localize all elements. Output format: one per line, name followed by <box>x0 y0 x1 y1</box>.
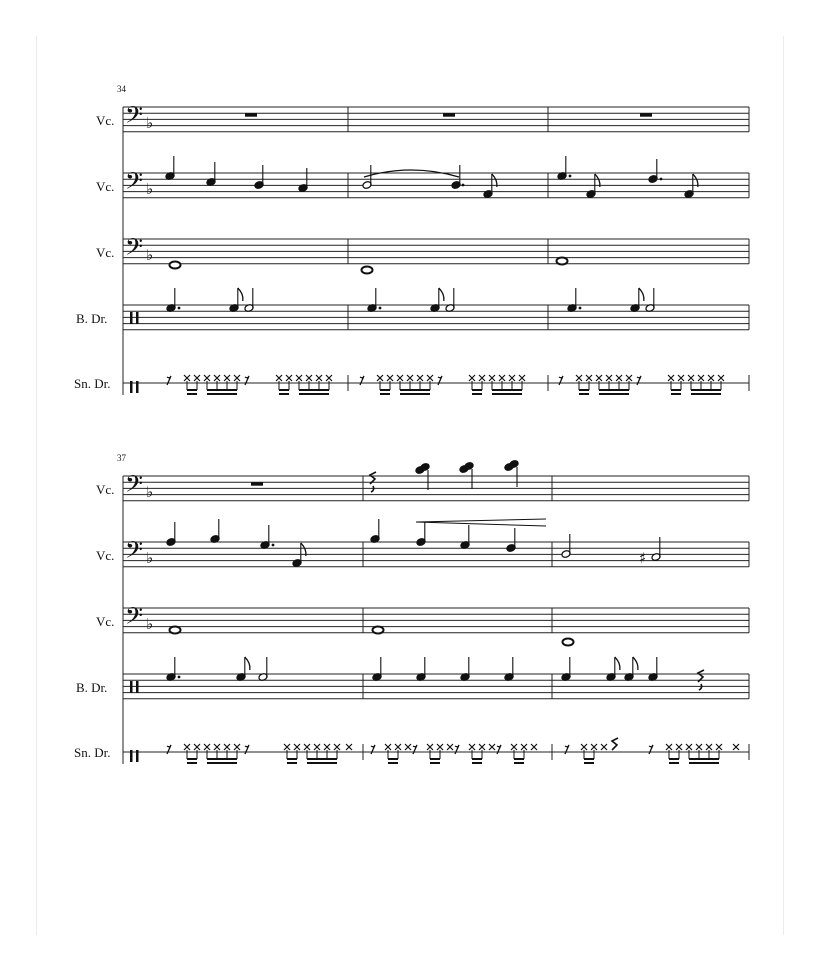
x-notehead <box>716 744 722 750</box>
instrument-label: Vc. <box>96 179 115 194</box>
x-notehead <box>377 375 383 381</box>
x-notehead <box>407 375 413 381</box>
whole-rest <box>251 482 263 486</box>
x-notehead <box>666 744 672 750</box>
percussion-clef <box>136 681 139 693</box>
x-notehead <box>688 375 694 381</box>
x-notehead <box>397 375 403 381</box>
system-1 <box>74 84 749 395</box>
x-notehead <box>586 375 592 381</box>
bass-clef: 𝄢 <box>125 602 144 635</box>
x-notehead <box>489 744 495 750</box>
x-notehead <box>214 744 220 750</box>
x-notehead <box>204 744 210 750</box>
eighth-rest <box>637 376 641 385</box>
x-notehead <box>489 375 495 381</box>
x-notehead <box>591 744 597 750</box>
instrument-label: B. Dr. <box>76 680 108 695</box>
x-notehead <box>234 375 240 381</box>
x-notehead <box>686 744 692 750</box>
percussion-clef <box>136 312 139 324</box>
x-notehead <box>706 744 712 750</box>
score-page <box>36 36 784 935</box>
x-notehead <box>204 375 210 381</box>
whole-rest <box>640 113 652 117</box>
eighth-rest <box>649 745 653 754</box>
key-signature-flat: ♭ <box>146 180 154 198</box>
augmentation-dot <box>660 178 663 181</box>
whole-note <box>170 627 181 634</box>
eighth-rest <box>438 376 442 385</box>
x-notehead <box>427 375 433 381</box>
eighth-rest <box>565 745 569 754</box>
x-notehead <box>479 375 485 381</box>
decrescendo-hairpin <box>416 519 546 526</box>
quarter-rest <box>612 738 618 750</box>
x-notehead <box>284 744 290 750</box>
x-notehead <box>346 744 352 750</box>
sheet-music <box>37 36 783 935</box>
x-notehead <box>601 744 607 750</box>
bass-clef: 𝄢 <box>125 536 144 569</box>
bass-clef: 𝄢 <box>125 470 144 503</box>
augmentation-dot <box>579 307 582 310</box>
x-notehead <box>314 744 320 750</box>
note-flag <box>439 288 444 301</box>
x-notehead <box>395 744 401 750</box>
eighth-rest <box>371 745 375 754</box>
x-notehead <box>698 375 704 381</box>
eighth-rest <box>360 376 364 385</box>
x-notehead <box>427 744 433 750</box>
bass-clef: 𝄢 <box>125 167 144 200</box>
eighth-rest <box>413 745 417 754</box>
instrument-label: Sn. Dr. <box>74 745 111 760</box>
x-notehead <box>326 375 332 381</box>
x-notehead <box>696 744 702 750</box>
whole-note <box>557 258 568 265</box>
x-notehead <box>511 744 517 750</box>
percussion-clef <box>130 312 133 324</box>
x-notehead <box>224 375 230 381</box>
x-notehead <box>316 375 322 381</box>
x-notehead <box>194 375 200 381</box>
key-signature-flat: ♭ <box>146 549 154 567</box>
percussion-clef <box>136 381 139 393</box>
note-flag <box>238 288 243 301</box>
x-notehead <box>387 375 393 381</box>
x-notehead <box>469 375 475 381</box>
percussion-clef <box>130 681 133 693</box>
x-notehead <box>286 375 292 381</box>
bass-clef: 𝄢 <box>125 233 144 266</box>
x-notehead <box>447 744 453 750</box>
instrument-label: Vc. <box>96 614 115 629</box>
x-notehead <box>306 375 312 381</box>
x-notehead <box>334 744 340 750</box>
x-notehead <box>519 375 525 381</box>
x-notehead <box>718 375 724 381</box>
measure-number: 34 <box>117 84 126 94</box>
whole-note <box>563 639 574 646</box>
x-notehead <box>616 375 622 381</box>
augmentation-dot <box>569 175 572 178</box>
x-notehead <box>469 744 475 750</box>
staff <box>76 674 749 699</box>
staff <box>96 167 749 200</box>
augmentation-dot <box>178 676 181 679</box>
eighth-rest <box>167 745 171 754</box>
instrument-label: Vc. <box>96 113 115 128</box>
x-notehead <box>417 375 423 381</box>
whole-rest <box>443 113 455 117</box>
augmentation-dot <box>178 307 181 310</box>
note-flag <box>639 288 644 301</box>
x-notehead <box>626 375 632 381</box>
x-notehead <box>678 375 684 381</box>
x-notehead <box>581 744 587 750</box>
x-notehead <box>276 375 282 381</box>
eighth-rest <box>455 745 459 754</box>
note-flag <box>615 657 620 670</box>
x-notehead <box>596 375 602 381</box>
staff <box>96 233 749 266</box>
x-notehead <box>668 375 674 381</box>
augmentation-dot <box>272 544 275 547</box>
whole-rest <box>245 113 257 117</box>
x-notehead <box>385 744 391 750</box>
percussion-clef <box>136 750 139 762</box>
x-notehead <box>509 375 515 381</box>
x-notehead <box>676 744 682 750</box>
key-signature-flat: ♭ <box>146 114 154 132</box>
x-notehead <box>521 744 527 750</box>
staff <box>96 470 749 503</box>
x-notehead <box>184 375 190 381</box>
x-notehead <box>194 744 200 750</box>
instrument-label: Vc. <box>96 245 115 260</box>
bass-clef: 𝄢 <box>125 101 144 134</box>
augmentation-dot <box>462 184 465 187</box>
note-flag <box>633 657 638 670</box>
eighth-rest <box>245 745 249 754</box>
x-notehead <box>234 744 240 750</box>
x-notehead <box>296 375 302 381</box>
x-notehead <box>405 744 411 750</box>
x-notehead <box>606 375 612 381</box>
instrument-label: Vc. <box>96 548 115 563</box>
x-notehead <box>479 744 485 750</box>
x-notehead <box>214 375 220 381</box>
measure-number: 37 <box>117 453 126 463</box>
eighth-rest <box>559 376 563 385</box>
instrument-label: B. Dr. <box>76 311 108 326</box>
instrument-label: Vc. <box>96 482 115 497</box>
eighth-rest <box>245 376 249 385</box>
x-notehead <box>184 744 190 750</box>
x-notehead <box>304 744 310 750</box>
key-signature-flat: ♭ <box>146 483 154 501</box>
eighth-rest <box>497 745 501 754</box>
percussion-clef <box>130 381 133 393</box>
whole-note <box>170 262 181 269</box>
x-notehead <box>294 744 300 750</box>
staff <box>96 101 749 134</box>
percussion-clef <box>130 750 133 762</box>
sharp-accidental: ♯ <box>639 549 647 567</box>
x-notehead <box>499 375 505 381</box>
x-notehead <box>437 744 443 750</box>
key-signature-flat: ♭ <box>146 246 154 264</box>
augmentation-dot <box>379 307 382 310</box>
x-notehead <box>708 375 714 381</box>
staff <box>96 602 749 635</box>
instrument-label: Sn. Dr. <box>74 376 111 391</box>
eighth-rest <box>167 376 171 385</box>
x-notehead <box>324 744 330 750</box>
key-signature-flat: ♭ <box>146 615 154 633</box>
whole-note <box>373 627 384 634</box>
x-notehead <box>531 744 537 750</box>
x-notehead <box>224 744 230 750</box>
note-flag <box>245 657 250 670</box>
whole-note <box>362 267 373 274</box>
staff <box>74 744 749 762</box>
x-notehead <box>733 744 739 750</box>
system-2 <box>74 453 749 764</box>
x-notehead <box>576 375 582 381</box>
